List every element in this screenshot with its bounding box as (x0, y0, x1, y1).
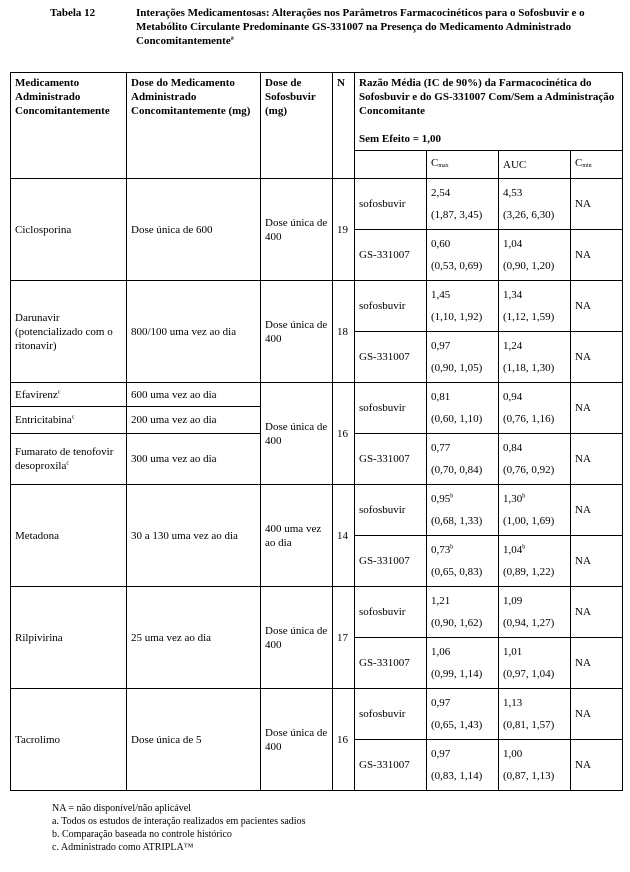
auc-cell (499, 638, 571, 689)
header-row (11, 73, 623, 151)
cmax-cell (427, 740, 499, 791)
auc-cell (499, 281, 571, 332)
n-cell: 14 (333, 485, 355, 587)
table-number: Tabela 12 (50, 7, 96, 19)
dose-drug-cell: 30 a 130 uma vez ao dia (127, 485, 261, 587)
drug-cell: Ciclosporina (11, 179, 127, 281)
table-row (11, 383, 623, 407)
footnote-mark: b (450, 493, 454, 500)
cmax-cell (427, 383, 499, 434)
analyte-cell: sofosbuvir (355, 689, 427, 740)
auc-number: 1,30 (503, 493, 523, 505)
cmin-cell: NA (571, 740, 623, 791)
header-cmax-sub: max (438, 163, 449, 169)
auc-value: 1,01 (503, 646, 523, 658)
cmax-value: 0,60 (431, 238, 451, 250)
cmax-value: 0,97 (431, 340, 451, 352)
drug-footnote-mark: c (66, 460, 69, 467)
cmax-value: 0,81 (431, 391, 451, 403)
auc-value: 0,94 (503, 391, 523, 403)
auc-value: 1,34 (503, 289, 523, 301)
auc-ci: (1,18, 1,30) (503, 362, 555, 374)
footnote-b: b. Comparação baseada no controle histórico (52, 829, 232, 840)
auc-value: 1,04 (503, 238, 523, 250)
header-ratio (355, 73, 623, 151)
cmax-cell (427, 434, 499, 485)
auc-value: 1,00 (503, 748, 523, 760)
dose-sof-cell: Dose única de 400 (261, 689, 333, 791)
auc-ci: (0,87, 1,13) (503, 770, 555, 782)
analyte-cell: GS-331007 (355, 434, 427, 485)
header-n: N (333, 73, 355, 179)
cmin-cell: NA (571, 383, 623, 434)
auc-value: 1,09 (503, 595, 523, 607)
header-cmin-c: C (575, 157, 583, 169)
analyte-cell: sofosbuvir (355, 383, 427, 434)
cmax-number: 0,95 (431, 493, 451, 505)
cmin-cell: NA (571, 638, 623, 689)
cmax-value: 1,21 (431, 595, 451, 607)
auc-cell (499, 179, 571, 230)
header-dose-drug: Dose do Medicamento Administrado Concomitantemente (mg) (127, 73, 261, 179)
table-row (11, 587, 623, 638)
cmax-ci: (0,90, 1,05) (431, 362, 483, 374)
cmax-ci: (1,10, 1,92) (431, 311, 483, 323)
dose-drug-cell: Dose única de 5 (127, 689, 261, 791)
cmax-ci: (0,99, 1,14) (431, 668, 483, 680)
cmax-ci: (0,90, 1,62) (431, 617, 483, 629)
header-ratio-text: Razão Média (IC de 90%) da Farmacocinética do Sofosbuvir e do GS-331007 Com/Sem a Administração Concomitante (359, 77, 615, 117)
cmax-ci: (0,65, 0,83) (431, 566, 483, 578)
cmax-ci: (0,70, 0,84) (431, 464, 483, 476)
cmax-ci: (0,83, 1,14) (431, 770, 483, 782)
n-cell: 17 (333, 587, 355, 689)
cmin-cell: NA (571, 536, 623, 587)
table-title (136, 6, 596, 48)
cmax-ci: (0,65, 1,43) (431, 719, 483, 731)
analyte-cell: sofosbuvir (355, 281, 427, 332)
cmin-cell: NA (571, 689, 623, 740)
analyte-cell: GS-331007 (355, 536, 427, 587)
drug-name: Fumarato de tenofovir desoproxila (15, 446, 114, 472)
cmin-cell: NA (571, 230, 623, 281)
cmax-cell (427, 587, 499, 638)
drug-cell (11, 383, 127, 407)
interaction-table (10, 72, 623, 791)
auc-ci: (0,81, 1,57) (503, 719, 555, 731)
analyte-cell: GS-331007 (355, 230, 427, 281)
dose-sof-cell: Dose única de 400 (261, 281, 333, 383)
footnote-mark: b (522, 544, 526, 551)
table-row (11, 689, 623, 740)
cmax-ci: (0,68, 1,33) (431, 515, 483, 527)
cmin-cell: NA (571, 332, 623, 383)
cmin-cell: NA (571, 179, 623, 230)
auc-ci: (0,94, 1,27) (503, 617, 555, 629)
cmax-cell (427, 638, 499, 689)
auc-value (503, 543, 566, 557)
cmax-cell (427, 536, 499, 587)
auc-ci: (3,26, 6,30) (503, 209, 555, 221)
n-cell: 16 (333, 689, 355, 791)
auc-ci: (1,12, 1,59) (503, 311, 555, 323)
auc-value: 4,53 (503, 187, 523, 199)
dose-drug-cell: 300 uma vez ao dia (127, 434, 261, 485)
auc-cell (499, 383, 571, 434)
auc-cell (499, 434, 571, 485)
cmax-ci: (1,87, 3,45) (431, 209, 483, 221)
auc-cell (499, 536, 571, 587)
auc-ci: (0,89, 1,22) (503, 566, 555, 578)
auc-cell (499, 689, 571, 740)
analyte-cell: GS-331007 (355, 638, 427, 689)
cmax-value: 0,97 (431, 748, 451, 760)
dose-sof-cell: Dose única de 400 (261, 179, 333, 281)
auc-cell (499, 230, 571, 281)
auc-value: 1,24 (503, 340, 523, 352)
cmin-cell: NA (571, 281, 623, 332)
cmax-number: 0,73 (431, 544, 451, 556)
analyte-cell: GS-331007 (355, 740, 427, 791)
cmax-cell (427, 485, 499, 536)
auc-ci: (0,76, 1,16) (503, 413, 555, 425)
dose-drug-cell: 25 uma vez ao dia (127, 587, 261, 689)
header-dose-sofosbuvir: Dose de Sofosbuvir (mg) (261, 73, 333, 179)
auc-ci: (0,76, 0,92) (503, 464, 555, 476)
table-title-text: Interações Medicamentosas: Alterações nos Parâmetros Farmacocinéticos para o Sofosbuvir e o Metabólito Circulante Predominante GS-331007 na Presença do Medicamento Administrado Concomitantemente (136, 7, 585, 47)
cmax-value: 2,54 (431, 187, 451, 199)
header-cmax (427, 151, 499, 179)
drug-name: Entricitabina (15, 414, 72, 426)
cmax-ci: (0,53, 0,69) (431, 260, 483, 272)
cmax-value (431, 492, 494, 506)
drug-cell (11, 434, 127, 485)
drug-cell: Rilpivirina (11, 587, 127, 689)
drug-cell: Metadona (11, 485, 127, 587)
cmax-cell (427, 179, 499, 230)
n-cell: 16 (333, 383, 355, 485)
drug-cell (11, 407, 127, 434)
cmin-cell: NA (571, 485, 623, 536)
cmax-ci: (0,60, 1,10) (431, 413, 483, 425)
header-cmin (571, 151, 623, 179)
header-drug: Medicamento Administrado Concomitantemente (11, 73, 127, 179)
header-cmax-c: C (431, 157, 439, 169)
auc-value (503, 492, 566, 506)
footnote-a: a. Todos os estudos de interação realizados em pacientes sadios (52, 816, 306, 827)
cmax-cell (427, 332, 499, 383)
cmin-cell: NA (571, 587, 623, 638)
dose-sof-cell: Dose única de 400 (261, 587, 333, 689)
cmax-value: 1,45 (431, 289, 451, 301)
cmax-value: 0,77 (431, 442, 451, 454)
drug-name: Efavirenz (15, 388, 58, 401)
cmax-cell (427, 230, 499, 281)
auc-value: 0,84 (503, 442, 523, 454)
header-auc: AUC (499, 151, 571, 179)
analyte-cell: GS-331007 (355, 332, 427, 383)
dose-sof-cell: 400 uma vez ao dia (261, 485, 333, 587)
table-row (11, 281, 623, 332)
cmax-cell (427, 689, 499, 740)
drug-footnote-mark: c (71, 414, 75, 421)
header-empty (355, 151, 427, 179)
drug-cell: Darunavir (potencializado com o ritonavir) (11, 281, 127, 383)
auc-cell (499, 740, 571, 791)
auc-ci: (1,00, 1,69) (503, 515, 555, 527)
dose-drug-cell: 200 uma vez ao dia (127, 407, 261, 434)
n-cell: 18 (333, 281, 355, 383)
analyte-cell: sofosbuvir (355, 179, 427, 230)
cmax-value: 0,97 (431, 697, 451, 709)
footnote-mark: b (450, 544, 454, 551)
footnote-mark: b (522, 493, 526, 500)
footnote-c: c. Administrado como ATRIPLA™ (52, 842, 194, 853)
auc-cell (499, 587, 571, 638)
auc-ci: (0,97, 1,04) (503, 668, 555, 680)
analyte-cell: sofosbuvir (355, 587, 427, 638)
title-footnote-mark: a (230, 35, 234, 42)
auc-number: 1,04 (503, 544, 523, 556)
dose-sof-cell: Dose única de 400 (261, 383, 333, 485)
n-cell: 19 (333, 179, 355, 281)
auc-value: 1,13 (503, 697, 523, 709)
footnotes (52, 802, 612, 854)
dose-drug-cell: 600 uma vez ao dia (127, 383, 261, 407)
auc-ci: (0,90, 1,20) (503, 260, 555, 272)
header-no-effect: Sem Efeito = 1,00 (359, 133, 442, 145)
cmax-value: 1,06 (431, 646, 451, 658)
table-row (11, 485, 623, 536)
dose-drug-cell: 800/100 uma vez ao dia (127, 281, 261, 383)
drug-footnote-mark: c (57, 388, 61, 395)
analyte-cell: sofosbuvir (355, 485, 427, 536)
header-cmin-sub: min (582, 163, 592, 169)
cmin-cell: NA (571, 434, 623, 485)
table-row (11, 179, 623, 230)
dose-drug-cell: Dose única de 600 (127, 179, 261, 281)
cmax-cell (427, 281, 499, 332)
footnote-na: NA = não disponível/não aplicável (52, 803, 191, 814)
auc-cell (499, 485, 571, 536)
drug-cell: Tacrolimo (11, 689, 127, 791)
cmax-value (431, 543, 494, 557)
auc-cell (499, 332, 571, 383)
